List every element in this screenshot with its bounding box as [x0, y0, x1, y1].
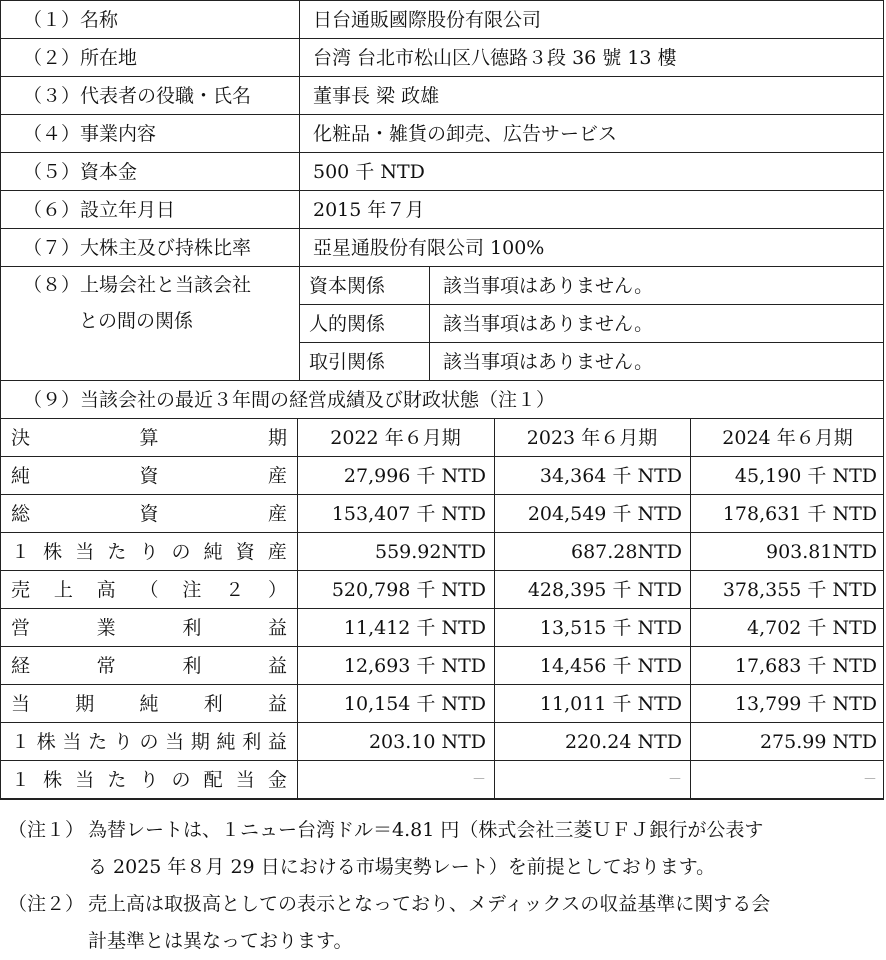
info-row	[1, 1, 883, 39]
performance-row	[1, 647, 883, 685]
metric-value: －	[472, 772, 486, 788]
metric-value: 45,190 千 NTD	[734, 465, 877, 487]
info-label: （３）代表者の役職・氏名	[23, 85, 252, 107]
performance-section-title-row	[1, 381, 883, 419]
metric-label: 営 業 利 益	[11, 617, 287, 639]
info-label: （５）資本金	[23, 161, 138, 183]
info-row	[1, 153, 883, 191]
metric-label: 売 上 高 （ 注 ２ ）	[11, 579, 287, 601]
footnotes	[0, 812, 886, 960]
column-divider	[429, 343, 430, 381]
metric-label: 当 期 純 利 益	[11, 693, 287, 715]
metric-label: １ 株 当 た り の 当 期 純 利 益	[11, 731, 287, 753]
metric-value: 428,395 千 NTD	[527, 579, 682, 601]
performance-row	[1, 723, 883, 761]
info-label: （７）大株主及び持株比率	[23, 237, 252, 259]
info-label: （１）名称	[23, 9, 119, 31]
metric-value: 27,996 千 NTD	[343, 465, 486, 487]
metric-label: １ 株 当 た り の 配 当 金	[11, 769, 287, 791]
metric-value: 275.99 NTD	[759, 731, 877, 753]
info-row	[1, 191, 883, 229]
info-value: 化粧品・雑貨の卸売、広告サービス	[313, 123, 618, 145]
info-value: 日台通販國際股份有限公司	[313, 9, 542, 31]
footnote-text-line: 計基準とは異なっております。	[88, 930, 353, 952]
footnote-text-line: る 2025 年８月 29 日における市場実勢レート）を前提としております。	[88, 856, 716, 878]
footnote-tag: （注１）	[8, 819, 85, 841]
metric-value: －	[668, 772, 682, 788]
performance-row	[1, 571, 883, 609]
relationship-item-row	[299, 267, 883, 305]
info-value: 亞星通股份有限公司 100%	[313, 237, 545, 259]
metric-label: 総 資 産	[11, 503, 287, 525]
relationship-item-row	[299, 305, 883, 343]
metric-value: 34,364 千 NTD	[539, 465, 682, 487]
period-header: 2024 年６月期	[722, 427, 853, 449]
performance-header-row	[1, 419, 883, 457]
metric-value: 203.10 NTD	[368, 731, 486, 753]
relationship-value: 該当事項はありません。	[443, 275, 654, 297]
period-header-label: 決 算 期	[11, 427, 287, 449]
info-row	[1, 39, 883, 77]
footnote-text-line: 売上高は取扱高としての表示となっており、メディックスの収益基準に関する会	[88, 893, 771, 915]
footnote-1	[0, 812, 886, 886]
info-row	[1, 77, 883, 115]
relationship-value: 該当事項はありません。	[443, 351, 654, 373]
info-label: （６）設立年月日	[23, 199, 176, 221]
column-divider	[299, 191, 300, 229]
metric-value: 687.28NTD	[570, 541, 682, 563]
metric-label: 純 資 産	[11, 465, 287, 487]
metric-value: 204,549 千 NTD	[527, 503, 682, 525]
metric-value: 11,011 千 NTD	[539, 693, 682, 715]
metric-value: 12,693 千 NTD	[343, 655, 486, 677]
relationship-label: （８）上場会社と当該会社 との間の関係	[23, 274, 252, 332]
performance-row	[1, 457, 883, 495]
column-divider	[429, 267, 430, 305]
info-value: 台湾 台北市松山区八德路３段 36 號 13 樓	[313, 47, 677, 69]
info-value: 2015 年７月	[313, 199, 425, 221]
metric-value: 11,412 千 NTD	[343, 617, 486, 639]
metric-value: 13,799 千 NTD	[734, 693, 877, 715]
footnote-text-line: 為替レートは、１ニュー台湾ドル＝4.81 円（株式会社三菱ＵＦＪ銀行が公表す	[88, 819, 764, 841]
info-label: （２）所在地	[23, 47, 138, 69]
column-divider	[299, 77, 300, 115]
performance-row	[1, 685, 883, 723]
period-header: 2022 年６月期	[330, 427, 461, 449]
info-row	[1, 115, 883, 153]
metric-value: 14,456 千 NTD	[539, 655, 682, 677]
column-divider	[299, 229, 300, 267]
metric-value: －	[863, 772, 877, 788]
footnote-tag: （注２）	[8, 893, 85, 915]
metric-value: 520,798 千 NTD	[331, 579, 486, 601]
period-header: 2023 年６月期	[526, 427, 658, 449]
performance-section-title: （９）当該会社の最近３年間の経営成績及び財政状態（注１）	[23, 389, 556, 411]
metric-value: 559.92NTD	[374, 541, 486, 563]
column-divider	[299, 39, 300, 77]
metric-value: 378,355 千 NTD	[722, 579, 877, 601]
relationship-block	[1, 267, 883, 381]
metric-value: 13,515 千 NTD	[539, 617, 682, 639]
performance-row	[1, 495, 883, 533]
metric-label: 経 常 利 益	[11, 655, 287, 677]
metric-label: １ 株 当 た り の 純 資 産	[11, 541, 287, 563]
relationship-type: 資本関係	[309, 275, 386, 297]
footnote-2	[0, 886, 886, 960]
relationship-type: 人的関係	[309, 313, 386, 335]
relationship-type: 取引関係	[309, 351, 386, 373]
performance-row	[1, 761, 883, 799]
metric-value: 178,631 千 NTD	[722, 503, 877, 525]
metric-value: 4,702 千 NTD	[746, 617, 877, 639]
metric-value: 153,407 千 NTD	[331, 503, 486, 525]
column-divider	[299, 153, 300, 191]
metric-value: 903.81NTD	[765, 541, 877, 563]
info-value: 500 千 NTD	[313, 161, 425, 183]
metric-value: 220.24 NTD	[564, 731, 682, 753]
metric-value: 17,683 千 NTD	[734, 655, 877, 677]
column-divider	[299, 115, 300, 153]
column-divider	[299, 1, 300, 39]
info-value: 董事長 梁 政雄	[313, 85, 440, 107]
info-row	[1, 229, 883, 267]
column-divider	[429, 305, 430, 343]
performance-row	[1, 533, 883, 571]
relationship-item-row	[299, 343, 883, 381]
performance-row	[1, 609, 883, 647]
relationship-value: 該当事項はありません。	[443, 313, 654, 335]
metric-value: 10,154 千 NTD	[343, 693, 486, 715]
info-label: （４）事業内容	[23, 123, 157, 145]
